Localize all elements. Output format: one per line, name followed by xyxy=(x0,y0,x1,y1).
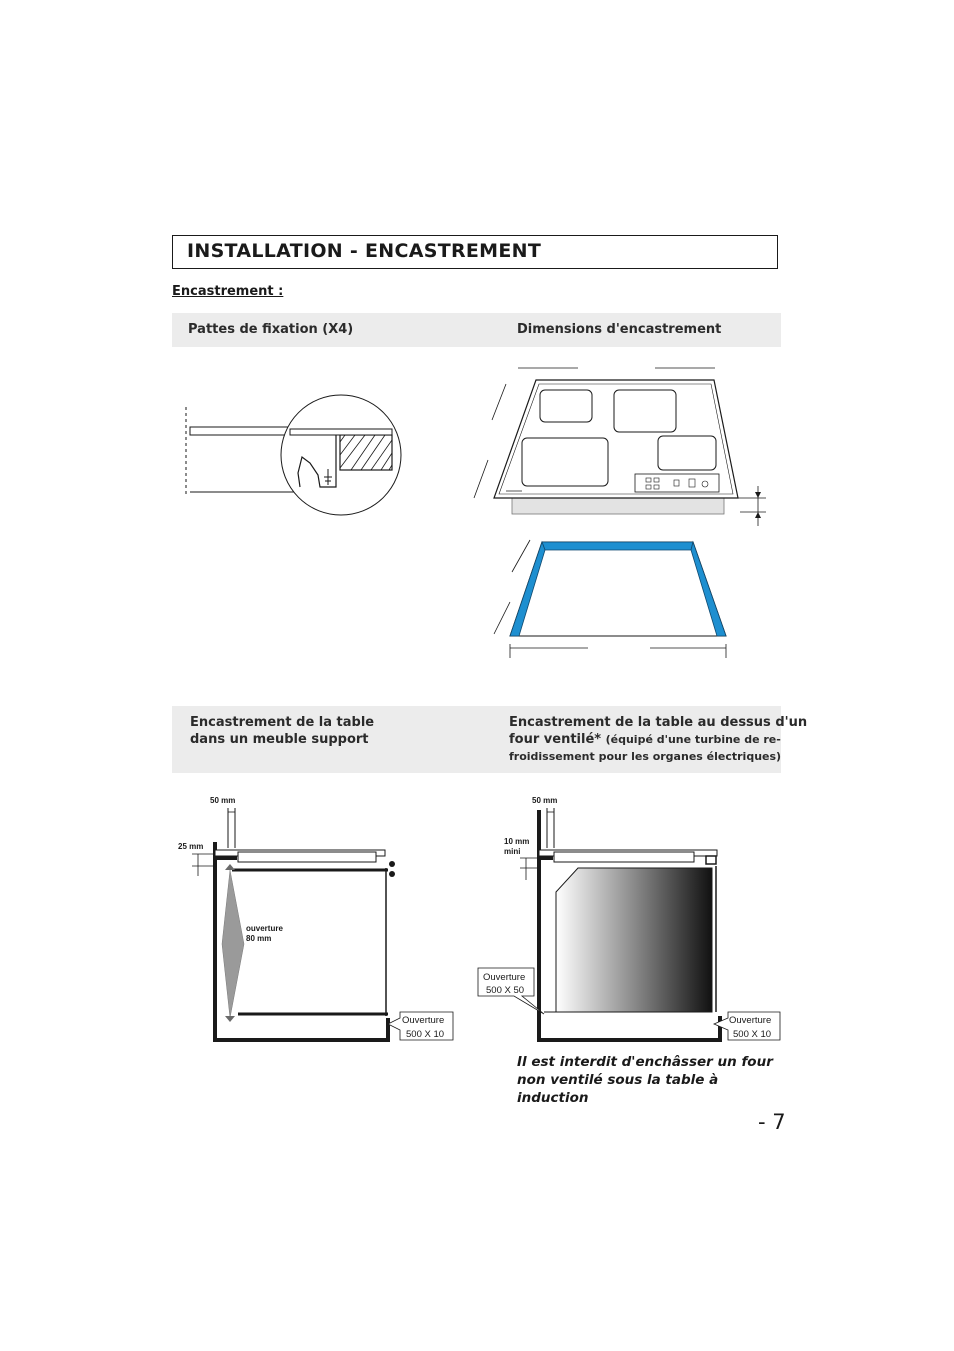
page-title: INSTALLATION - ENCASTREMENT xyxy=(187,240,542,262)
band-label-oven-line3: froidissement pour les organes électriques) xyxy=(509,750,782,763)
ventilated-oven-diagram xyxy=(476,790,786,1050)
band-label-oven-install xyxy=(509,714,807,765)
fixing-clip-illustration xyxy=(180,395,410,520)
band-label-cabinet-line1: Encastrement de la table xyxy=(190,715,375,730)
dim-side-gap-left: 25 mm xyxy=(178,842,204,851)
band-label-cabinet-line2: dans un meuble support xyxy=(190,732,369,747)
callout-opening-mid-line1: Ouverture xyxy=(483,972,526,983)
section-heading: Encastrement : xyxy=(172,284,284,299)
cutout-frame-illustration xyxy=(488,536,738,660)
page-number: - 7 xyxy=(758,1110,786,1134)
band-label-fixing-clips: Pattes de fixation (X4) xyxy=(188,322,354,337)
dim-side-gap-right-line2: mini xyxy=(504,847,521,856)
dim-side-gap-right-line1: 10 mm xyxy=(504,837,530,846)
title-box xyxy=(172,235,778,269)
dim-top-gap-right: 50 mm xyxy=(532,796,558,805)
opening-label-line2: 80 mm xyxy=(246,934,272,943)
band-label-oven-line2: four ventilé* xyxy=(509,732,602,747)
callout-opening-mid-line2: 500 X 50 xyxy=(486,985,525,996)
band-label-oven-line1: Encastrement de la table au dessus d'un xyxy=(509,715,808,730)
dim-top-gap-left: 50 mm xyxy=(210,796,236,805)
top-band xyxy=(172,313,781,347)
band-label-oven-paren: (équipé d'une turbine de re- xyxy=(605,733,781,746)
band-label-cutout-dimensions: Dimensions d'encastrement xyxy=(517,322,722,337)
cabinet-diagram xyxy=(170,790,470,1050)
callout-opening-left-line2: 500 X 10 xyxy=(406,1029,445,1040)
warning-note: Il est interdit d'enchâsser un four non ventilé sous la table à induction xyxy=(517,1054,773,1106)
callout-opening-right-line2: 500 X 10 xyxy=(733,1029,772,1040)
callout-opening-left-line1: Ouverture xyxy=(402,1015,445,1026)
band-label-cabinet-install xyxy=(190,714,374,748)
bottom-band xyxy=(172,706,808,773)
callout-opening-right-line1: Ouverture xyxy=(729,1015,772,1026)
opening-label-line1: ouverture xyxy=(246,924,283,933)
hob-dimensions-illustration xyxy=(470,360,770,530)
